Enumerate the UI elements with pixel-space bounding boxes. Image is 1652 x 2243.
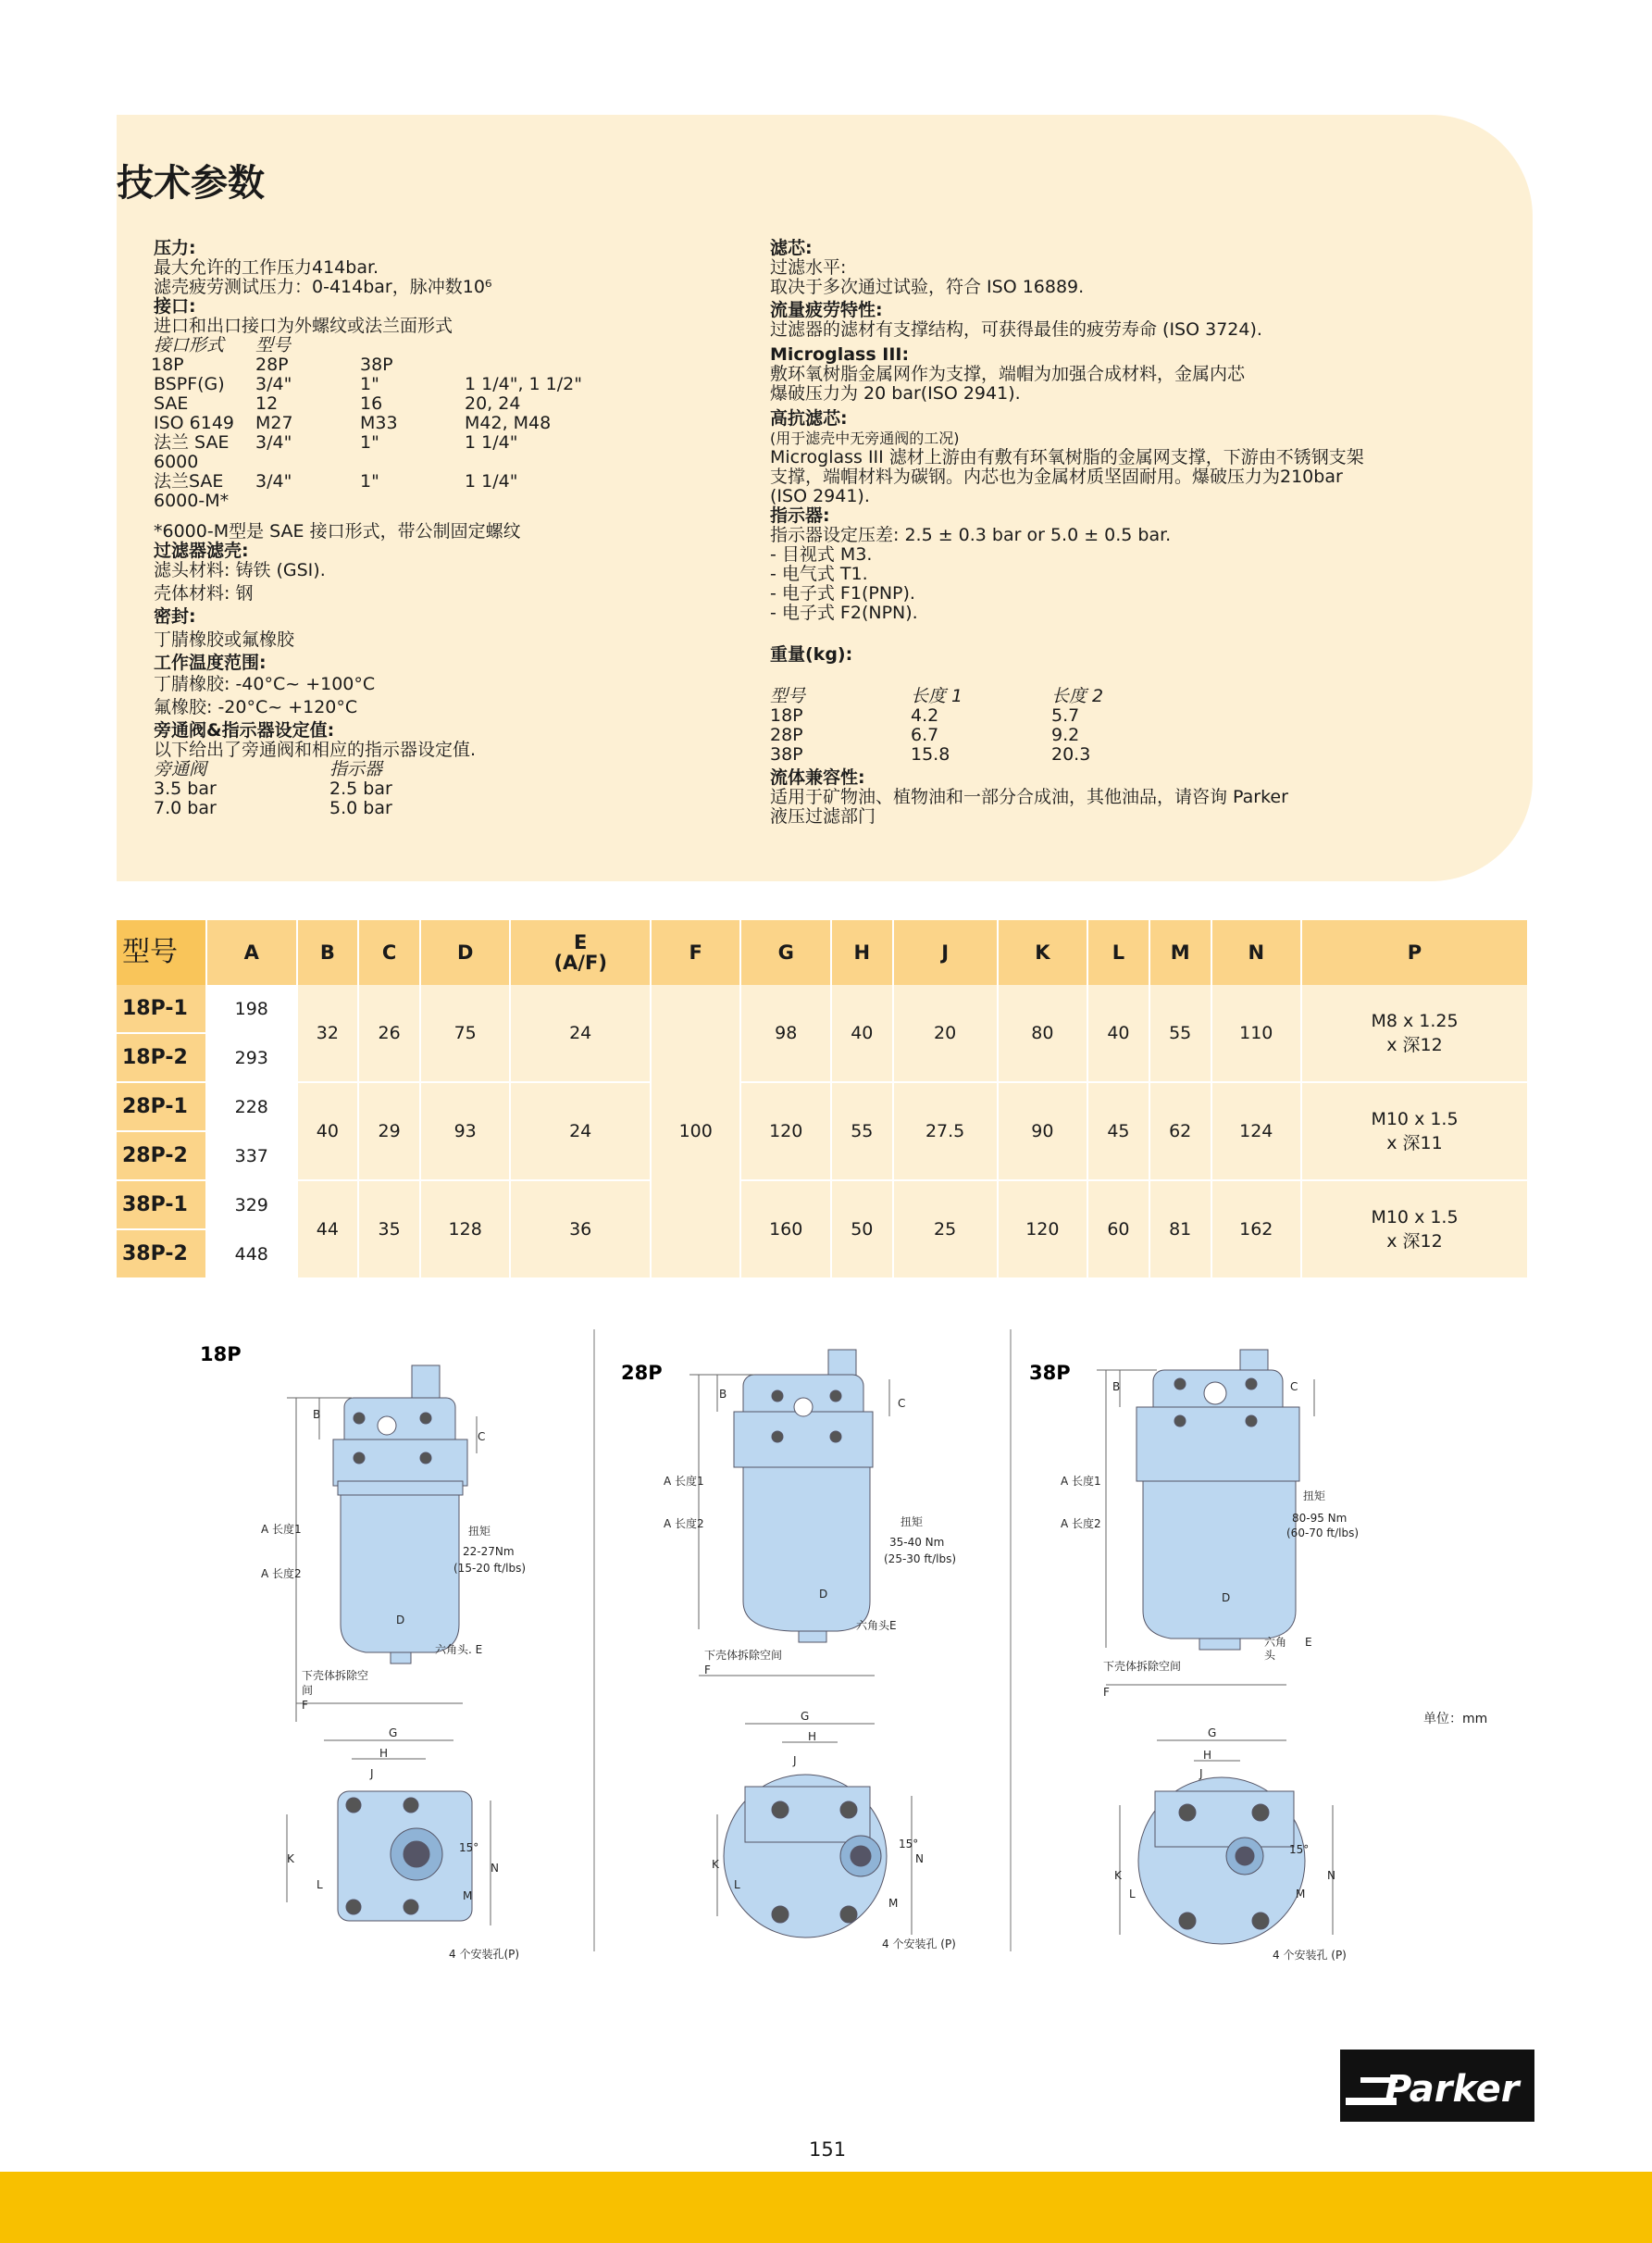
- col-header-e: [510, 920, 651, 985]
- seal-heading: 密封:: [154, 606, 196, 627]
- dim-cell: 20: [893, 985, 998, 1082]
- indicator-heading: 指示器:: [770, 505, 830, 526]
- indicator-item: - 电子式 F1(PNP).: [770, 583, 915, 604]
- dim-cell: 25: [893, 1180, 998, 1278]
- col-header: C: [358, 920, 420, 985]
- dim-letter: B: [1112, 1380, 1121, 1393]
- ports-note: *6000-M型是 SAE 接口形式，带公制固定螺纹: [154, 521, 521, 542]
- port-row: [154, 394, 746, 414]
- torque-value: 80-95 Nm: [1292, 1512, 1348, 1525]
- weight-cell: 6.7: [911, 725, 939, 745]
- table-row: [117, 1180, 1528, 1229]
- dim-letter: C: [1290, 1380, 1298, 1393]
- dim-cell: 98: [740, 985, 831, 1082]
- p-line: M10 x 1.5: [1371, 1206, 1459, 1227]
- col-header: J: [893, 920, 998, 985]
- dim-letter: C: [898, 1397, 906, 1410]
- high-line: Microglass III 滤材上游由有敷有环氧树脂的金属网支撑，下游由不锈钢支架: [770, 447, 1364, 467]
- dim-letter: H: [1203, 1749, 1212, 1762]
- col-header: A: [206, 920, 297, 985]
- bypass-cell: 5.0 bar: [329, 798, 392, 818]
- dim-letter: C: [478, 1430, 486, 1443]
- dim-cell: 40: [831, 985, 893, 1082]
- f-label: F: [302, 1699, 308, 1712]
- length-label: A 长度1: [1061, 1475, 1101, 1488]
- indicator-item: - 目视式 M3.: [770, 544, 873, 565]
- dim-letter: K: [712, 1858, 719, 1871]
- p-line: M8 x 1.25: [1371, 1010, 1459, 1031]
- filter-side-view: [734, 1350, 873, 1642]
- bypass-header: [154, 760, 746, 779]
- bypass-valve-header: 旁通阀: [154, 759, 207, 779]
- torque-label: 扭矩: [901, 1515, 924, 1528]
- weight-cell: 4.2: [911, 705, 939, 726]
- port-cell: M42, M48: [465, 413, 552, 433]
- dim-cell: 60: [1087, 1180, 1149, 1278]
- a-cell: 198: [206, 985, 297, 1033]
- drawing-28p: [606, 1333, 995, 1963]
- footer-bar: [0, 2172, 1652, 2243]
- bypass-cell: 2.5 bar: [329, 779, 392, 799]
- port-cell: 法兰 SAE 6000: [154, 432, 230, 472]
- port-row: [154, 375, 746, 394]
- p-line: x 深11: [1386, 1132, 1443, 1153]
- holes-label: 4 个安装孔(P): [449, 1948, 520, 1961]
- table-row: [117, 985, 1528, 1033]
- weight-hdr: 长度 1: [911, 686, 963, 706]
- weight-cell: 38P: [770, 744, 803, 765]
- port-cell: BSPF(G): [154, 374, 225, 394]
- port-cell: 3/4": [255, 432, 292, 453]
- f-label: F: [1103, 1686, 1110, 1699]
- port-cell: 1": [360, 432, 379, 453]
- dim-cell: 93: [420, 1082, 511, 1180]
- dim-letter: K: [1114, 1869, 1122, 1882]
- p-cell: [1301, 1180, 1528, 1278]
- parker-logo-mark: [1340, 2050, 1534, 2122]
- bypass-heading: 旁通阀&指示器设定值:: [154, 720, 335, 741]
- dim-letter: B: [313, 1408, 321, 1421]
- torque-value: 22-27Nm: [463, 1545, 515, 1558]
- unit-label: 单位：mm: [1423, 1712, 1488, 1726]
- bypass-cell: 3.5 bar: [154, 779, 217, 799]
- table-row: [117, 1082, 1528, 1131]
- indicator-line: 指示器设定压差: 2.5 ± 0.3 bar or 5.0 ± 0.5 bar.: [770, 525, 1172, 545]
- dim-letter: J: [370, 1767, 374, 1780]
- torque-value: (15-20 ft/lbs): [453, 1562, 527, 1575]
- port-row: [154, 433, 746, 472]
- temp-heading: 工作温度范围:: [154, 653, 267, 673]
- col-header: D: [420, 920, 511, 985]
- ports-header: [154, 336, 746, 355]
- weight-hdr: 长度 2: [1051, 686, 1104, 706]
- p-line: x 深12: [1386, 1230, 1443, 1252]
- port-row: [154, 414, 746, 433]
- a-cell: 293: [206, 1033, 297, 1082]
- removal-label: 间: [302, 1684, 314, 1697]
- removal-label: 下壳体拆除空间: [1103, 1660, 1182, 1673]
- weight-row: [770, 745, 1473, 765]
- f-cell: 100: [651, 985, 741, 1278]
- temp-line: 氟橡胶: -20°C~ +120°C: [154, 697, 358, 717]
- indicator-item: - 电气式 T1.: [770, 564, 868, 584]
- weight-header: [770, 687, 1473, 706]
- torque-value: (25-30 ft/lbs): [884, 1552, 957, 1565]
- drawing-38p: [1018, 1333, 1425, 1963]
- angle-label: 15°: [899, 1838, 919, 1850]
- fluid-line: 适用于矿物油、植物油和一部分合成油，其他油品，请咨询 Parker: [770, 787, 1288, 807]
- ports-model-header: 型号: [255, 335, 292, 355]
- port-cell: 1 1/4", 1 1/2": [465, 374, 582, 394]
- port-cell: 1": [360, 374, 379, 394]
- p-cell: [1301, 1082, 1528, 1180]
- port-cell: 1 1/4": [465, 471, 518, 492]
- dim-cell: 75: [420, 985, 511, 1082]
- p-line: M10 x 1.5: [1371, 1108, 1459, 1129]
- filter-top-view: [338, 1791, 472, 1921]
- torque-label: 扭矩: [468, 1525, 491, 1538]
- dim-letter: M: [1296, 1888, 1306, 1900]
- dim-cell: 80: [998, 985, 1088, 1082]
- ports-models-row: [151, 355, 746, 375]
- weight-cell: 15.8: [911, 744, 950, 765]
- hex-label: 六角: [1264, 1636, 1287, 1649]
- drawing-18p: [185, 1333, 574, 1963]
- page-number: 151: [809, 2138, 847, 2161]
- dim-cell: 55: [831, 1082, 893, 1180]
- ports-line: 进口和出口接口为外螺纹或法兰面形式: [154, 316, 453, 336]
- p-cell: [1301, 985, 1528, 1082]
- port-cell: 20, 24: [465, 393, 521, 414]
- drawing-label: 18P: [200, 1343, 242, 1365]
- spec-left-column: [151, 238, 746, 818]
- dim-cell: 128: [420, 1180, 511, 1278]
- holes-label: 4 个安装孔 (P): [1273, 1949, 1347, 1962]
- length-label: A 长度2: [261, 1567, 302, 1580]
- microglass-line: 敷环氧树脂金属网作为支撑，端帽为加强合成材料，金属内芯: [770, 364, 1246, 384]
- a-cell: 337: [206, 1131, 297, 1180]
- port-cell: ISO 6149: [154, 413, 235, 433]
- a-cell: 228: [206, 1082, 297, 1131]
- weight-cell: 28P: [770, 725, 803, 745]
- dim-letter: D: [819, 1588, 828, 1601]
- weight-cell: 20.3: [1051, 744, 1091, 765]
- model-cell: 18P-2: [117, 1033, 206, 1082]
- bypass-row: [154, 779, 746, 799]
- dim-cell: 50: [831, 1180, 893, 1278]
- model-cell: 38P-1: [117, 1180, 206, 1229]
- drawing-separator: [1010, 1329, 1012, 1951]
- drawing-label: 38P: [1029, 1362, 1071, 1384]
- dim-letter: L: [734, 1878, 740, 1891]
- col-header: M: [1149, 920, 1211, 985]
- removal-label: 下壳体拆除空: [302, 1669, 369, 1682]
- port-cell: M33: [360, 413, 398, 433]
- weight-heading: 重量(kg):: [770, 644, 853, 665]
- dim-letter: G: [1208, 1726, 1217, 1739]
- dim-cell: 24: [510, 985, 651, 1082]
- fluid-heading: 流体兼容性:: [770, 767, 865, 788]
- drawing-separator: [593, 1329, 595, 1951]
- dim-cell: 29: [358, 1082, 420, 1180]
- logo-text: Parker: [1385, 2068, 1520, 2111]
- page-title: 技术参数: [117, 162, 265, 205]
- housing-line: 滤头材料: 铸铁 (GSI).: [154, 560, 326, 580]
- hex-label: 头: [1264, 1649, 1276, 1662]
- p-line: x 深12: [1386, 1034, 1443, 1055]
- port-cell: 3/4": [255, 471, 292, 492]
- removal-label: 下壳体拆除空间: [704, 1649, 783, 1662]
- bypass-indicator-header: 指示器: [329, 759, 383, 779]
- col-header: E: [574, 931, 588, 953]
- high-line: (ISO 2941).: [770, 486, 870, 506]
- col-header: N: [1211, 920, 1302, 985]
- dim-letter: L: [317, 1878, 323, 1891]
- hex-label: 六角头E: [856, 1619, 897, 1632]
- port-row: [154, 472, 746, 511]
- drawing-label: 28P: [621, 1362, 663, 1384]
- ports-heading: 接口:: [154, 296, 196, 317]
- holes-label: 4 个安装孔 (P): [882, 1938, 956, 1950]
- bypass-row: [154, 799, 746, 818]
- dim-letter: N: [1327, 1869, 1335, 1882]
- length-label: A 长度2: [664, 1517, 704, 1530]
- high-note: (用于滤壳中无旁通阀的工况): [770, 430, 960, 447]
- dim-cell: 40: [297, 1082, 359, 1180]
- length-label: A 长度2: [1061, 1517, 1101, 1530]
- dim-cell: 110: [1211, 985, 1302, 1082]
- model-cell: 28P-2: [117, 1131, 206, 1180]
- element-line: 取决于多次通过试验，符合 ISO 16889.: [770, 277, 1085, 297]
- weight-cell: 5.7: [1051, 705, 1080, 726]
- dim-cell: 44: [297, 1180, 359, 1278]
- port-cell: SAE: [154, 393, 189, 414]
- dim-letter: J: [793, 1754, 797, 1767]
- dim-cell: 120: [740, 1082, 831, 1180]
- indicator-item: - 电子式 F2(NPN).: [770, 603, 918, 623]
- dim-cell: 35: [358, 1180, 420, 1278]
- a-cell: 329: [206, 1180, 297, 1229]
- ports-form-header: 接口形式: [154, 335, 225, 355]
- filter-side-view: [1137, 1350, 1299, 1650]
- parker-logo: [1340, 2050, 1534, 2122]
- temp-line: 丁腈橡胶: -40°C~ +100°C: [154, 674, 376, 694]
- dim-cell: 160: [740, 1180, 831, 1278]
- angle-label: 15°: [1289, 1843, 1310, 1856]
- dim-cell: 162: [1211, 1180, 1302, 1278]
- col-header: H: [831, 920, 893, 985]
- microglass-line: 爆破压力为 20 bar(ISO 2941).: [770, 383, 1021, 404]
- weight-row: [770, 706, 1473, 726]
- dim-letter: M: [888, 1897, 899, 1910]
- dim-letter: D: [1222, 1591, 1231, 1604]
- table-header-row: [117, 920, 1528, 985]
- dim-letter: N: [915, 1852, 924, 1865]
- dim-letter: J: [1199, 1767, 1203, 1780]
- dim-cell: 81: [1149, 1180, 1211, 1278]
- col-header: G: [740, 920, 831, 985]
- high-line: 支撑，端帽材料为碳钢。内芯也为金属材质坚固耐用。爆破压力为210bar: [770, 467, 1343, 487]
- dim-letter: H: [808, 1730, 817, 1743]
- col-header: K: [998, 920, 1088, 985]
- high-heading: 高抗滤芯:: [770, 408, 848, 429]
- weight-cell: 9.2: [1051, 725, 1080, 745]
- dim-letter: H: [379, 1747, 389, 1760]
- filter-top-view: [1138, 1777, 1305, 1944]
- col-header: L: [1087, 920, 1149, 985]
- torque-value: (60-70 ft/lbs): [1286, 1526, 1360, 1539]
- pressure-line: 滤壳疲劳测试压力：0-414bar，脉冲数10⁶: [154, 277, 492, 297]
- spec-right-column: [770, 239, 1473, 827]
- pressure-heading: 压力:: [154, 238, 196, 258]
- torque-value: 35-40 Nm: [889, 1536, 945, 1549]
- weight-cell: 18P: [770, 705, 803, 726]
- weight-row: [770, 726, 1473, 745]
- port-model: 18P: [151, 355, 184, 375]
- bypass-line: 以下给出了旁通阀和相应的指示器设定值.: [154, 740, 477, 760]
- model-cell: 28P-1: [117, 1082, 206, 1131]
- port-model: 38P: [360, 355, 393, 375]
- dim-letter: G: [389, 1726, 398, 1739]
- housing-heading: 过滤器滤壳:: [154, 541, 249, 561]
- microglass-heading: Microglass III:: [770, 344, 910, 365]
- dimensions-table: [117, 920, 1529, 1279]
- housing-line: 壳体材料: 钢: [154, 583, 254, 604]
- col-header: F: [651, 920, 741, 985]
- dim-letter: N: [491, 1862, 499, 1875]
- col-header-model: 型号: [117, 920, 206, 985]
- col-header: B: [297, 920, 359, 985]
- dim-cell: 26: [358, 985, 420, 1082]
- dim-cell: 55: [1149, 985, 1211, 1082]
- element-heading: 滤芯:: [770, 238, 813, 258]
- port-cell: 12: [255, 393, 279, 414]
- port-cell: 16: [360, 393, 383, 414]
- fatigue-line: 过滤器的滤材有支撑结构，可获得最佳的疲劳寿命 (ISO 3724).: [770, 319, 1262, 340]
- port-cell: 法兰SAE 6000-M*: [154, 471, 230, 511]
- weight-hdr: 型号: [770, 686, 806, 706]
- hex-label: 六角头. E: [435, 1643, 483, 1656]
- port-cell: 3/4": [255, 374, 292, 394]
- f-label: F: [704, 1664, 711, 1676]
- pressure-line: 最大允许的工作压力414bar.: [154, 257, 379, 278]
- model-cell: 18P-1: [117, 985, 206, 1033]
- angle-label: 15°: [459, 1841, 479, 1854]
- length-label: A 长度1: [261, 1523, 302, 1536]
- torque-label: 扭矩: [1303, 1489, 1326, 1502]
- dim-cell: 24: [510, 1082, 651, 1180]
- dim-letter: G: [801, 1710, 810, 1723]
- dim-letter: M: [463, 1889, 473, 1902]
- port-cell: 1": [360, 471, 379, 492]
- dim-letter: K: [287, 1852, 294, 1865]
- dim-cell: 40: [1087, 985, 1149, 1082]
- dim-letter: B: [719, 1388, 727, 1401]
- a-cell: 448: [206, 1229, 297, 1278]
- dim-cell: 62: [1149, 1082, 1211, 1180]
- fluid-line: 液压过滤部门: [770, 806, 876, 827]
- hex-label: E: [1305, 1636, 1312, 1649]
- dim-letter: D: [396, 1614, 405, 1626]
- col-header-sub: (A/F): [553, 952, 607, 974]
- length-label: A 长度1: [664, 1475, 704, 1488]
- dim-cell: 32: [297, 985, 359, 1082]
- seal-line: 丁腈橡胶或氟橡胶: [154, 629, 295, 650]
- port-model: 28P: [255, 355, 289, 375]
- dim-cell: 36: [510, 1180, 651, 1278]
- dim-letter: L: [1129, 1888, 1136, 1900]
- col-header: P: [1301, 920, 1528, 985]
- bypass-cell: 7.0 bar: [154, 798, 217, 818]
- filter-top-view: [724, 1775, 887, 1938]
- port-cell: 1 1/4": [465, 432, 518, 453]
- dim-cell: 45: [1087, 1082, 1149, 1180]
- dim-cell: 120: [998, 1180, 1088, 1278]
- dim-cell: 90: [998, 1082, 1088, 1180]
- dim-cell: 27.5: [893, 1082, 998, 1180]
- model-cell: 38P-2: [117, 1229, 206, 1278]
- element-line: 过滤水平:: [770, 257, 847, 278]
- port-cell: M27: [255, 413, 293, 433]
- fatigue-heading: 流量疲劳特性:: [770, 300, 883, 320]
- dim-cell: 124: [1211, 1082, 1302, 1180]
